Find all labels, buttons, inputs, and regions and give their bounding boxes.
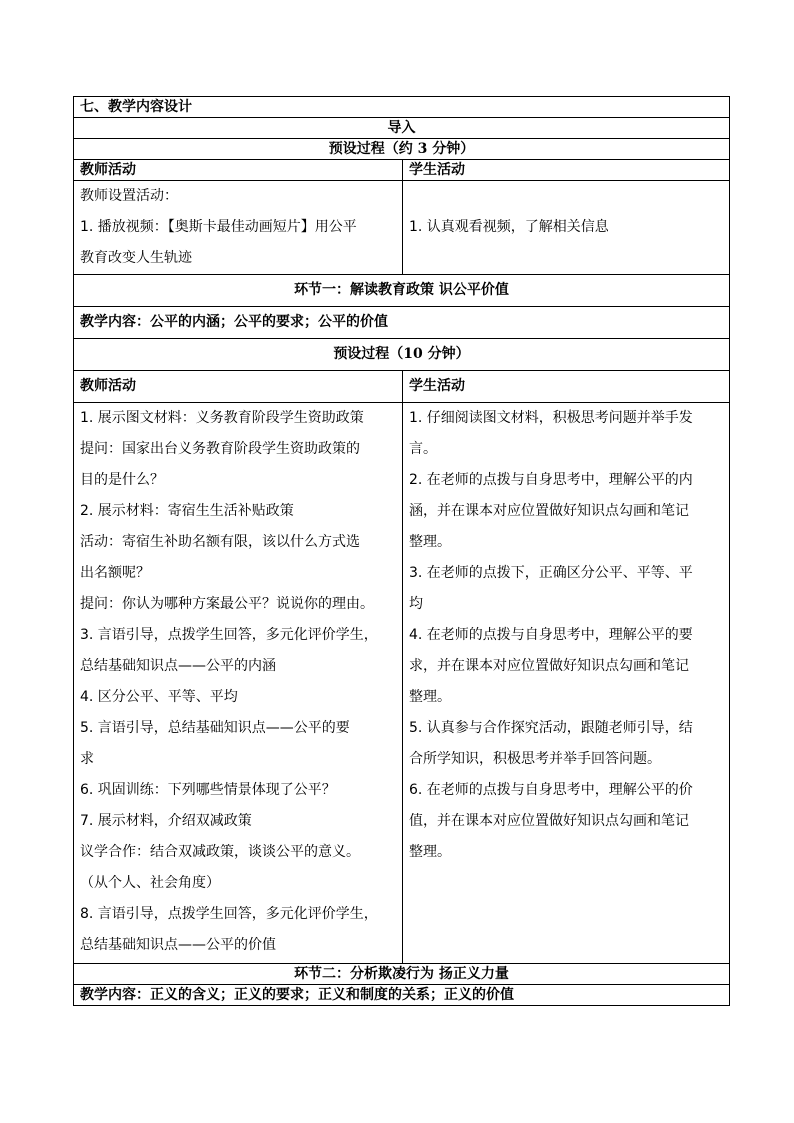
step1-teacher-line: 总结基础知识点——公平的价值 <box>80 937 276 953</box>
step2-title-row <box>74 964 730 985</box>
intro-process-row <box>74 139 730 160</box>
step1-teacher-line: 提问：你认为哪种方案最公平？说说你的理由。 <box>80 596 374 612</box>
intro-activity-row <box>74 181 730 275</box>
step2-content-row <box>74 985 730 1006</box>
intro-column-header-row <box>74 160 730 181</box>
step1-content: 教学内容：公平的内涵；公平的要求；公平的价值 <box>74 307 730 339</box>
step1-student-line: 整理。 <box>409 534 451 550</box>
intro-teacher-col-header: 教师活动 <box>74 160 403 181</box>
intro-teacher-line: 教育改变人生轨迹 <box>80 250 192 266</box>
step1-student-line: 均 <box>409 596 423 612</box>
step1-student-line: 整理。 <box>409 689 451 705</box>
step1-teacher-line: 1. 展示图文材料：义务教育阶段学生资助政策 <box>80 410 364 426</box>
step1-teacher-activity <box>74 403 403 964</box>
intro-student-line: 1. 认真观看视频，了解相关信息 <box>409 219 609 235</box>
step1-student-line: 值，并在课本对应位置做好知识点勾画和笔记 <box>409 813 689 829</box>
step1-student-col-header: 学生活动 <box>403 371 730 403</box>
intro-teacher-activity <box>74 181 403 275</box>
step1-student-line: 3. 在老师的点拨下，正确区分公平、平等、平 <box>409 565 693 581</box>
step1-teacher-line: 2. 展示材料：寄宿生生活补贴政策 <box>80 503 294 519</box>
step1-title-row <box>74 275 730 307</box>
step1-student-line: 6. 在老师的点拨与自身思考中，理解公平的价 <box>409 782 693 798</box>
step1-student-line: 1. 仔细阅读图文材料，积极思考问题并举手发 <box>409 410 693 426</box>
step1-student-line: 2. 在老师的点拨与自身思考中，理解公平的内 <box>409 472 693 488</box>
step1-teacher-line: 4. 区分公平、平等、平均 <box>80 689 238 705</box>
intro-heading-row <box>74 118 730 139</box>
step2-title: 环节二：分析欺凌行为 扬正义力量 <box>74 964 730 985</box>
step1-title: 环节一：解读教育政策 识公平价值 <box>74 275 730 307</box>
intro-teacher-line: 1. 播放视频：【奥斯卡最佳动画短片】用公平 <box>80 219 357 235</box>
step1-student-line: 整理。 <box>409 844 451 860</box>
step2-content: 教学内容：正义的含义；正义的要求；正义和制度的关系；正义的价值 <box>74 985 730 1006</box>
step1-student-line: 求，并在课本对应位置做好知识点勾画和笔记 <box>409 658 689 674</box>
step1-activity-row <box>74 403 730 964</box>
section-title: 七、教学内容设计 <box>74 97 730 118</box>
step1-teacher-line: 3. 言语引导，点拨学生回答，多元化评价学生， <box>80 627 378 643</box>
intro-process: 预设过程（约 3 分钟） <box>74 139 730 160</box>
step1-teacher-line: 活动：寄宿生补助名额有限，该以什么方式选 <box>80 534 360 550</box>
step1-teacher-line: 6. 巩固训练：下列哪些情景体现了公平？ <box>80 782 336 798</box>
step1-teacher-line: 目的是什么？ <box>80 472 164 488</box>
intro-heading: 导入 <box>74 118 730 139</box>
step1-process-row <box>74 339 730 371</box>
step1-teacher-line: 7. 展示材料，介绍双减政策 <box>80 813 252 829</box>
section-title-row <box>74 97 730 118</box>
step1-teacher-line: 出名额呢？ <box>80 565 150 581</box>
step1-teacher-line: 8. 言语引导，点拨学生回答，多元化评价学生， <box>80 906 378 922</box>
step1-student-activity <box>403 403 730 964</box>
step1-student-line: 涵，并在课本对应位置做好知识点勾画和笔记 <box>409 503 689 519</box>
step1-teacher-line: 议学合作：结合双减政策，谈谈公平的意义。 <box>80 844 360 860</box>
intro-student-col-header: 学生活动 <box>403 160 730 181</box>
step1-student-line: 4. 在老师的点拨与自身思考中，理解公平的要 <box>409 627 693 643</box>
step1-process: 预设过程（10 分钟） <box>74 339 730 371</box>
step1-student-line: 言。 <box>409 441 437 457</box>
step1-teacher-line: 总结基础知识点——公平的内涵 <box>80 658 276 674</box>
step1-student-line: 5. 认真参与合作探究活动，跟随老师引导，结 <box>409 720 693 736</box>
step1-student-line: 合所学知识，积极思考并举手回答问题。 <box>409 751 661 767</box>
step1-teacher-col-header: 教师活动 <box>74 371 403 403</box>
intro-teacher-line: 教师设置活动： <box>80 188 178 204</box>
step1-content-row <box>74 307 730 339</box>
step1-teacher-line: 提问：国家出台义务教育阶段学生资助政策的 <box>80 441 360 457</box>
lesson-design-table <box>73 96 730 1006</box>
intro-student-activity <box>403 181 730 275</box>
step1-teacher-line: 求 <box>80 751 94 767</box>
step1-teacher-line: 5. 言语引导，总结基础知识点——公平的要 <box>80 720 350 736</box>
step1-column-header-row <box>74 371 730 403</box>
step1-teacher-line: （从个人、社会角度） <box>80 875 220 891</box>
